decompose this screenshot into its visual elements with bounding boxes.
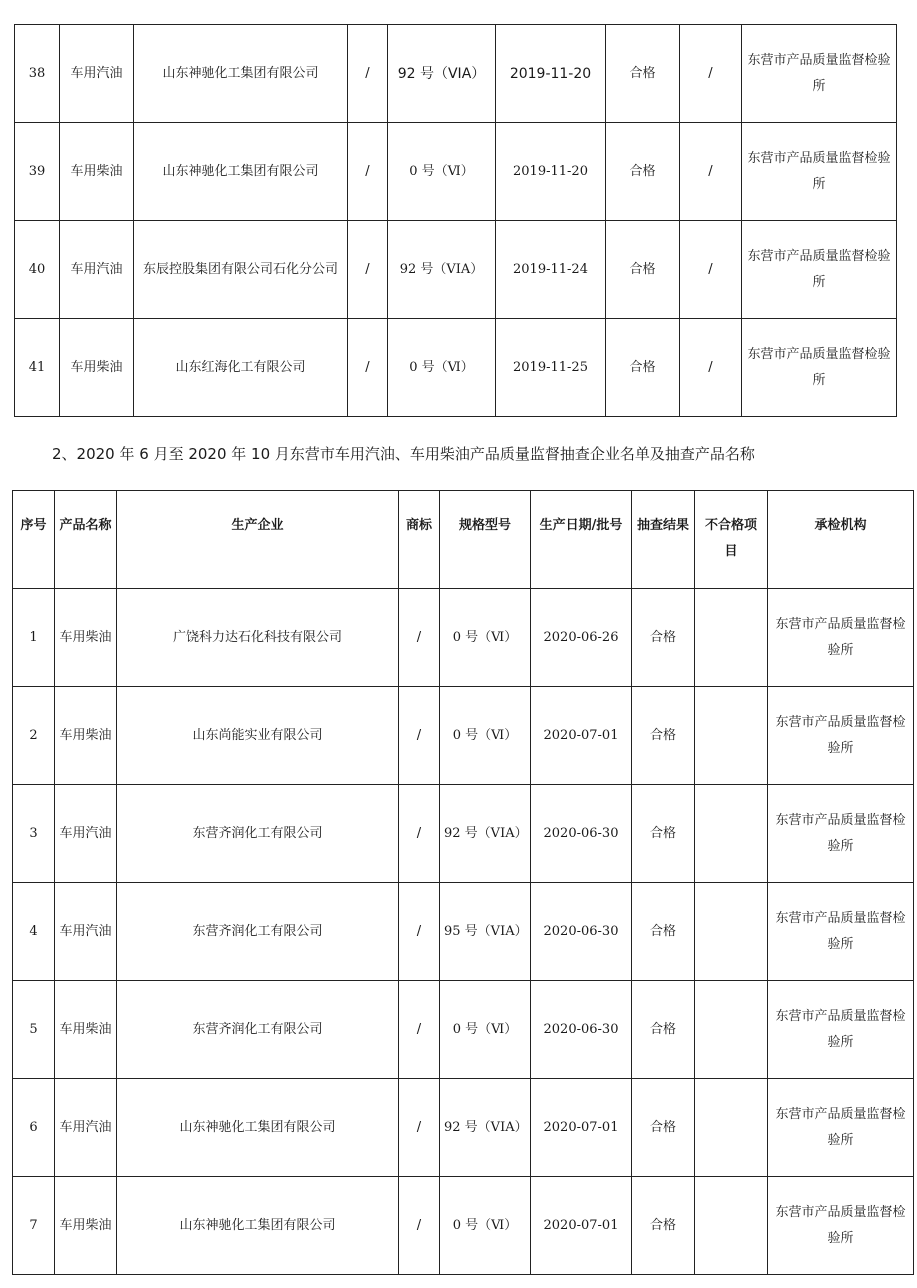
- section-heading: 2、2020 年 6 月至 2020 年 10 月东营市车用汽油、车用柴油产品质量监督抽查企业名单及抽查产品名称: [52, 445, 755, 463]
- cell-result: 合格: [632, 589, 695, 687]
- cell-spec: 0 号（Ⅵ）: [440, 1177, 531, 1275]
- header-unqualified: 不合格项目: [695, 491, 768, 589]
- table-row: [13, 589, 914, 687]
- header-product: 产品名称: [55, 491, 117, 589]
- cell-brand: /: [348, 123, 388, 221]
- cell-brand: /: [399, 589, 440, 687]
- cell-unqualified: [695, 589, 768, 687]
- cell-spec: 92 号（VIA）: [440, 785, 531, 883]
- cell-spec: 92 号（VIA）: [440, 1079, 531, 1177]
- cell-company: 东营齐润化工有限公司: [117, 785, 399, 883]
- cell-unqualified: [695, 1177, 768, 1275]
- inspection-table-2020: [12, 490, 914, 1275]
- cell-agency: 东营市产品质量监督检验所: [768, 1079, 914, 1177]
- cell-spec: 92 号（VIA）: [388, 25, 496, 123]
- cell-product: 车用柴油: [55, 687, 117, 785]
- cell-date: 2019-11-20: [496, 25, 606, 123]
- cell-spec: 92 号（VIA）: [388, 221, 496, 319]
- cell-unqualified: /: [680, 319, 742, 417]
- cell-date: 2020-07-01: [531, 1177, 632, 1275]
- cell-unqualified: /: [680, 221, 742, 319]
- table-row: [13, 1079, 914, 1177]
- table-row: [15, 319, 897, 417]
- cell-spec: 0 号（Ⅵ）: [440, 687, 531, 785]
- cell-spec: 0 号（Ⅵ）: [440, 589, 531, 687]
- cell-no: 40: [15, 221, 60, 319]
- header-spec: 规格型号: [440, 491, 531, 589]
- header-no: 序号: [13, 491, 55, 589]
- table-row: [15, 221, 897, 319]
- cell-company: 山东尚能实业有限公司: [117, 687, 399, 785]
- cell-no: 6: [13, 1079, 55, 1177]
- cell-date: 2019-11-25: [496, 319, 606, 417]
- cell-agency: 东营市产品质量监督检验所: [768, 687, 914, 785]
- table-row: [13, 981, 914, 1079]
- cell-result: 合格: [632, 1177, 695, 1275]
- cell-result: 合格: [632, 981, 695, 1079]
- cell-product: 车用汽油: [60, 25, 134, 123]
- cell-brand: /: [399, 981, 440, 1079]
- cell-no: 1: [13, 589, 55, 687]
- cell-company: 东营齐润化工有限公司: [117, 883, 399, 981]
- cell-date: 2020-07-01: [531, 687, 632, 785]
- cell-agency: 东营市产品质量监督检验所: [768, 1177, 914, 1275]
- table-row: [15, 123, 897, 221]
- cell-product: 车用汽油: [55, 785, 117, 883]
- cell-brand: /: [399, 687, 440, 785]
- cell-date: 2020-06-26: [531, 589, 632, 687]
- table-row: [15, 25, 897, 123]
- cell-unqualified: /: [680, 25, 742, 123]
- cell-company: 山东神驰化工集团有限公司: [134, 25, 348, 123]
- cell-agency: 东营市产品质量监督检验所: [768, 785, 914, 883]
- cell-no: 3: [13, 785, 55, 883]
- table-row: [13, 883, 914, 981]
- cell-product: 车用汽油: [60, 221, 134, 319]
- cell-product: 车用柴油: [60, 319, 134, 417]
- cell-brand: /: [399, 1079, 440, 1177]
- cell-company: 山东神驰化工集团有限公司: [117, 1079, 399, 1177]
- cell-no: 5: [13, 981, 55, 1079]
- cell-spec: 0 号（Ⅵ）: [388, 123, 496, 221]
- cell-unqualified: /: [680, 123, 742, 221]
- header-company: 生产企业: [117, 491, 399, 589]
- cell-no: 39: [15, 123, 60, 221]
- cell-no: 4: [13, 883, 55, 981]
- cell-product: 车用汽油: [55, 883, 117, 981]
- cell-agency: 东营市产品质量监督检验所: [768, 981, 914, 1079]
- cell-company: 广饶科力达石化科技有限公司: [117, 589, 399, 687]
- cell-no: 2: [13, 687, 55, 785]
- cell-company: 山东红海化工有限公司: [134, 319, 348, 417]
- cell-agency: 东营市产品质量监督检验所: [742, 319, 897, 417]
- header-date: 生产日期/批号: [531, 491, 632, 589]
- cell-no: 41: [15, 319, 60, 417]
- cell-date: 2020-06-30: [531, 883, 632, 981]
- cell-product: 车用柴油: [55, 981, 117, 1079]
- table-row: [13, 687, 914, 785]
- cell-brand: /: [399, 883, 440, 981]
- cell-unqualified: [695, 687, 768, 785]
- header-result: 抽查结果: [632, 491, 695, 589]
- cell-result: 合格: [632, 883, 695, 981]
- cell-date: 2019-11-24: [496, 221, 606, 319]
- cell-unqualified: [695, 1079, 768, 1177]
- cell-date: 2020-07-01: [531, 1079, 632, 1177]
- table-row: [13, 1177, 914, 1275]
- cell-company: 东营齐润化工有限公司: [117, 981, 399, 1079]
- cell-date: 2019-11-20: [496, 123, 606, 221]
- cell-date: 2020-06-30: [531, 785, 632, 883]
- cell-result: 合格: [606, 25, 680, 123]
- table-row: [13, 785, 914, 883]
- cell-product: 车用柴油: [55, 1177, 117, 1275]
- cell-result: 合格: [606, 221, 680, 319]
- cell-spec: 0 号（Ⅵ）: [388, 319, 496, 417]
- header-agency: 承检机构: [768, 491, 914, 589]
- cell-agency: 东营市产品质量监督检验所: [742, 25, 897, 123]
- cell-spec: 95 号（VIA）: [440, 883, 531, 981]
- cell-brand: /: [348, 25, 388, 123]
- header-brand: 商标: [399, 491, 440, 589]
- cell-result: 合格: [606, 319, 680, 417]
- inspection-table-2019: [14, 24, 897, 417]
- cell-company: 山东神驰化工集团有限公司: [134, 123, 348, 221]
- cell-product: 车用柴油: [60, 123, 134, 221]
- cell-agency: 东营市产品质量监督检验所: [742, 221, 897, 319]
- cell-company: 山东神驰化工集团有限公司: [117, 1177, 399, 1275]
- cell-result: 合格: [632, 785, 695, 883]
- cell-unqualified: [695, 883, 768, 981]
- cell-no: 7: [13, 1177, 55, 1275]
- cell-result: 合格: [606, 123, 680, 221]
- cell-no: 38: [15, 25, 60, 123]
- cell-brand: /: [348, 221, 388, 319]
- cell-agency: 东营市产品质量监督检验所: [768, 883, 914, 981]
- cell-date: 2020-06-30: [531, 981, 632, 1079]
- cell-result: 合格: [632, 687, 695, 785]
- cell-brand: /: [399, 1177, 440, 1275]
- cell-spec: 0 号（Ⅵ）: [440, 981, 531, 1079]
- cell-agency: 东营市产品质量监督检验所: [768, 589, 914, 687]
- cell-unqualified: [695, 785, 768, 883]
- cell-product: 车用柴油: [55, 589, 117, 687]
- cell-brand: /: [348, 319, 388, 417]
- cell-brand: /: [399, 785, 440, 883]
- table-header-row: [13, 491, 914, 589]
- cell-company: 东辰控股集团有限公司石化分公司: [134, 221, 348, 319]
- cell-result: 合格: [632, 1079, 695, 1177]
- cell-agency: 东营市产品质量监督检验所: [742, 123, 897, 221]
- cell-product: 车用汽油: [55, 1079, 117, 1177]
- cell-unqualified: [695, 981, 768, 1079]
